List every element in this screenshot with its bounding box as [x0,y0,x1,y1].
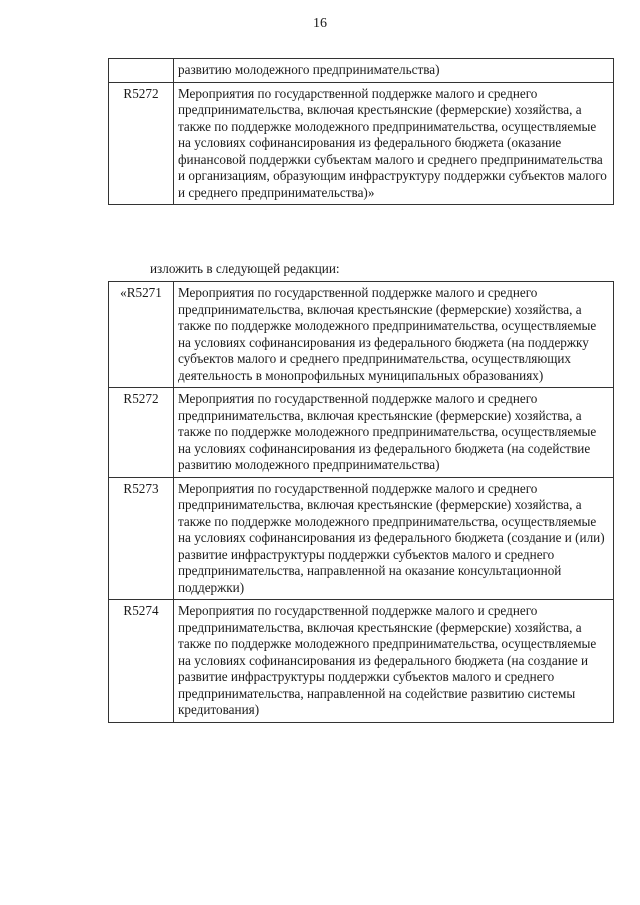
table-row [109,600,614,723]
amendment-instruction: изложить в следующей редакции: [150,261,340,276]
code-cell: R5274 [109,600,174,723]
description-cell: Мероприятия по государственной поддержке малого и среднего предпринимательства, включая крестьянские (фермерские) хозяйства, а также по поддержке молодежного предпринимательства, осуществляемые на условиях софинансирования из федерального бюджета (на создание и развитие инфраструктуры поддержки субъектов малого и среднего предпринимательства, направленной на содействие развитию системы кредитования) [174,600,614,723]
table-row [109,388,614,478]
description-cell: Мероприятия по государственной поддержке малого и среднего предпринимательства, включая крестьянские (фермерские) хозяйства, а также по поддержке молодежного предпринимательства, осуществляемые на условиях софинансирования из федерального бюджета (на поддержку субъектов малого и среднего предпринимательства, осуществляющих деятельность в монопрофильных муниципальных образованиях) [174,282,614,388]
table-row [109,282,614,388]
table-row [109,82,614,205]
description-cell: развитию молодежного предпринимательства) [174,59,614,83]
code-cell: R5272 [109,388,174,478]
page-number: 16 [313,16,327,31]
budget-code-table-previous [108,58,614,205]
description-cell: Мероприятия по государственной поддержке малого и среднего предпринимательства, включая крестьянские (фермерские) хозяйства, а также по поддержке молодежного предпринимательства, осуществляемые на условиях софинансирования из федерального бюджета (оказание финансовой поддержки субъектам малого и среднего предпринимательства и организациям, образующим инфраструктуру поддержки субъектов малого и среднего предпринимательства)» [174,82,614,205]
table-row [109,59,614,83]
code-cell: «R5271 [109,282,174,388]
code-cell [109,59,174,83]
budget-code-table-new [108,281,614,723]
description-cell: Мероприятия по государственной поддержке малого и среднего предпринимательства, включая крестьянские (фермерские) хозяйства, а также по поддержке молодежного предпринимательства, осуществляемые на условиях софинансирования из федерального бюджета (создание и (или) развитие инфраструктуры поддержки субъектов малого и среднего предпринимательства, направленной на оказание консультационной поддержки) [174,477,614,600]
code-cell: R5272 [109,82,174,205]
table-row [109,477,614,600]
code-cell: R5273 [109,477,174,600]
description-cell: Мероприятия по государственной поддержке малого и среднего предпринимательства, включая крестьянские (фермерские) хозяйства, а также по поддержке молодежного предпринимательства, осуществляемые на условиях софинансирования из федерального бюджета (на содействие развитию молодежного предпринимательства) [174,388,614,478]
